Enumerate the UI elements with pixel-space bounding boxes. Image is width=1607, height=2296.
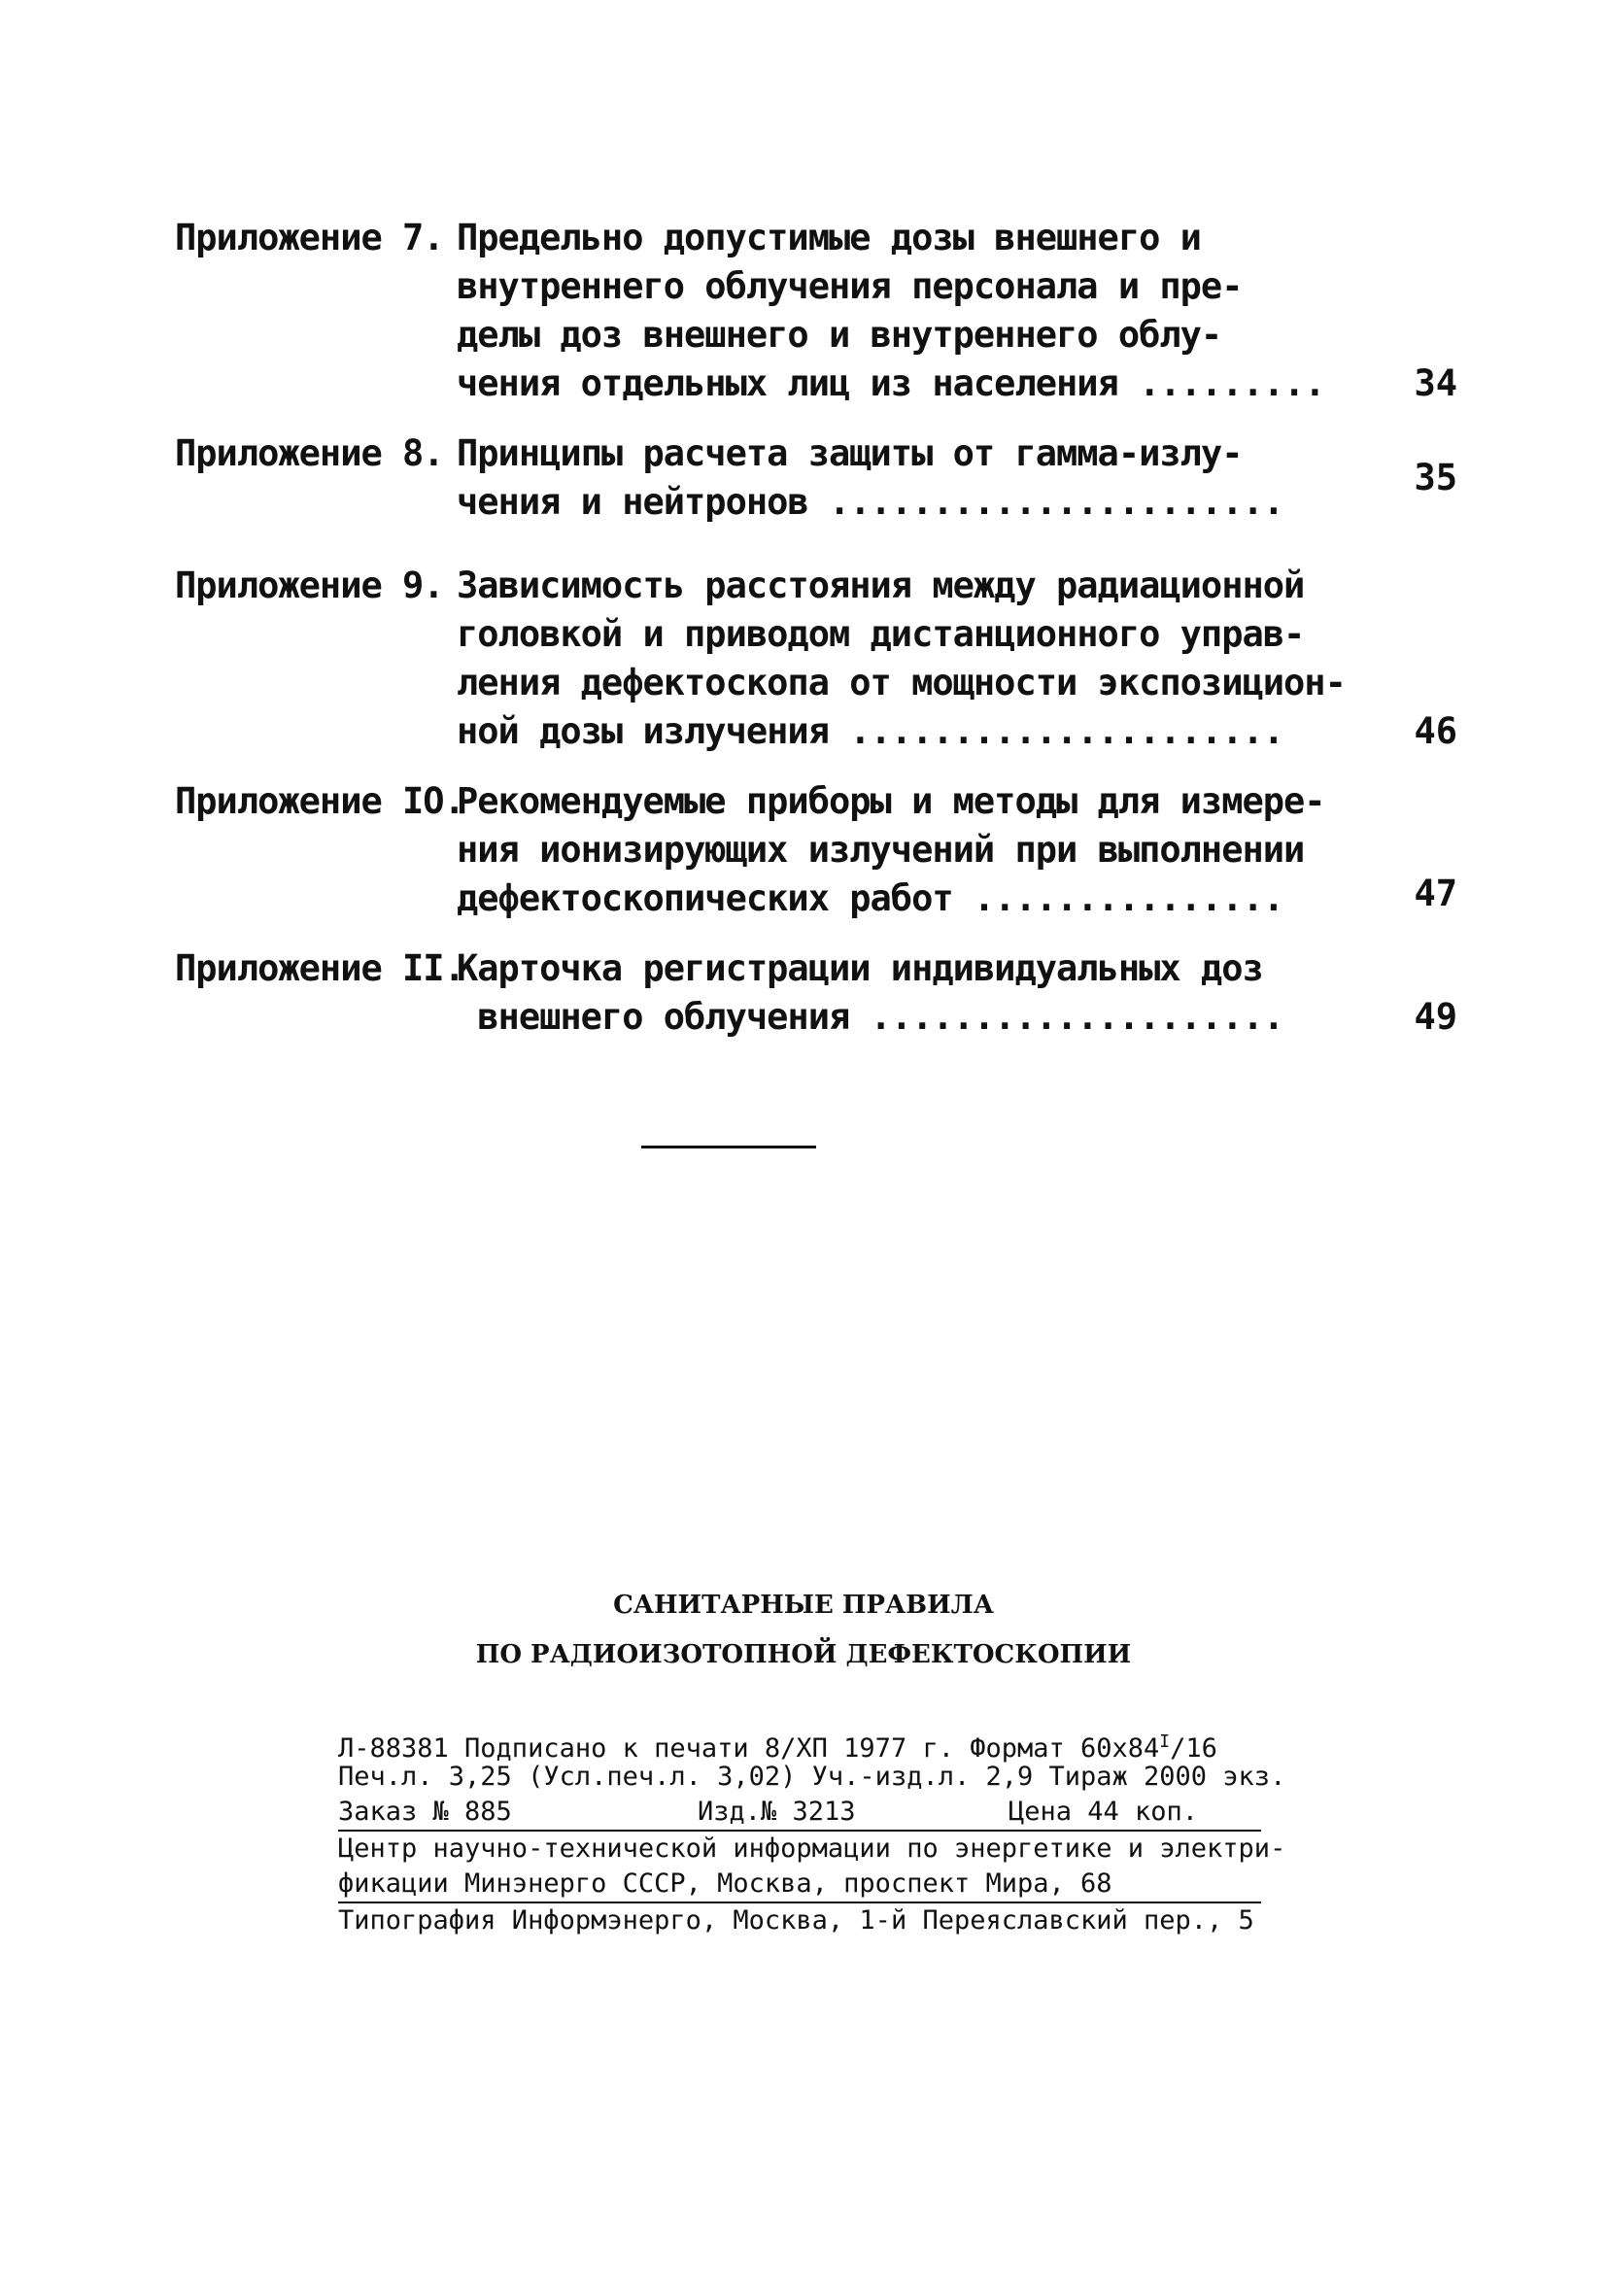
toc-entry-line: ления дефектоскопа от мощности экспозицион- — [457, 662, 1346, 703]
toc-entry-title — [457, 214, 1331, 408]
toc-entry-line: внутреннего облучения персонала и пре- — [457, 265, 1243, 307]
section-divider — [641, 1146, 816, 1148]
toc-entry-appendix-8 — [175, 429, 1457, 527]
toc-entry-line: Карточка регистрации индивидуальных доз — [457, 947, 1263, 989]
toc-entry-title — [457, 562, 1346, 756]
toc-entry-line: ной дозы излучения ..................... — [457, 710, 1284, 752]
toc-entry-page: 47 — [1414, 873, 1457, 914]
toc-entry-line: чения и нейтронов ...................... — [457, 481, 1284, 523]
toc-entry-title — [457, 777, 1331, 923]
colophon-order-row — [338, 1795, 1261, 1830]
toc-entry-line: Предельно допустимые дозы внешнего и — [457, 217, 1201, 258]
toc-entry-label: Приложение II. — [175, 947, 464, 989]
colophon — [338, 1725, 1286, 1938]
imprint-subtitle: ПО РАДИОИЗОТОПНОЙ ДЕФЕКТОСКОПИИ — [475, 1640, 1132, 1669]
colophon-format-sup: I — [1159, 1731, 1171, 1752]
colophon-price: Цена 44 коп. — [1009, 1797, 1199, 1827]
colophon-order: Заказ № 885 — [338, 1797, 512, 1827]
toc-entry-page: 49 — [1414, 996, 1457, 1038]
toc-entry-label: Приложение 8. — [175, 432, 444, 474]
imprint-title: САНИТАРНЫЕ ПРАВИЛА — [613, 1591, 994, 1620]
toc-entry-label: Приложение 7. — [175, 217, 444, 258]
toc-entry-line: дефектоскопических работ ............... — [457, 877, 1284, 919]
colophon-signing-text: Л-88381 Подписано к печати 8/ХП 1977 г. Формат 60х84 — [338, 1733, 1160, 1764]
toc-entry-page: 46 — [1414, 710, 1457, 752]
toc-entry-title — [457, 429, 1331, 527]
colophon-publisher-2: фикации Минэнерго СССР, Москва, проспект Мира, 68 — [338, 1868, 1112, 1899]
toc-entry-appendix-7 — [175, 214, 1457, 408]
toc-entry-line: Принципы расчета защиты от гамма-излу- — [457, 432, 1243, 474]
toc-entry-line: ния ионизирующих излучений при выполнении — [457, 829, 1305, 871]
toc-entry-page: 34 — [1414, 362, 1457, 404]
colophon-publisher-1: Центр научно-технической информации по энергетике и электри- — [338, 1833, 1286, 1864]
colophon-format-tail: /16 — [1170, 1733, 1217, 1764]
toc-entry-title — [457, 944, 1331, 1042]
toc-entry-line: головкой и приводом дистанционного управ- — [457, 613, 1305, 655]
colophon-signing — [338, 1725, 1261, 1764]
colophon-edition: Изд.№ 3213 — [698, 1797, 856, 1827]
toc-entry-line: внешнего облучения .................... — [457, 996, 1284, 1038]
toc-entry-label: Приложение IO. — [175, 780, 464, 822]
toc-entry-appendix-9 — [175, 562, 1457, 756]
toc-entry-appendix-11 — [175, 944, 1457, 1042]
colophon-printer: Типография Информэнерго, Москва, 1-й Переяславский пер., 5 — [338, 1905, 1254, 1936]
toc-entry-line: чения отдельных лиц из населения ......... — [457, 362, 1325, 404]
table-of-contents — [175, 214, 1457, 1063]
toc-entry-appendix-10 — [175, 777, 1457, 923]
toc-entry-page: 35 — [1414, 457, 1457, 498]
toc-entry-line: делы доз внешнего и внутреннего облу- — [457, 314, 1222, 356]
colophon-print-sheets: Печ.л. 3,25 (Усл.печ.л. 3,02) Уч.-изд.л. 2,9 Тираж 2000 экз. — [338, 1762, 1286, 1792]
toc-entry-line: Рекомендуемые приборы и методы для измере- — [457, 780, 1325, 822]
toc-entry-line: Зависимость расстояния между радиационной — [457, 565, 1305, 606]
toc-entry-label: Приложение 9. — [175, 565, 444, 606]
